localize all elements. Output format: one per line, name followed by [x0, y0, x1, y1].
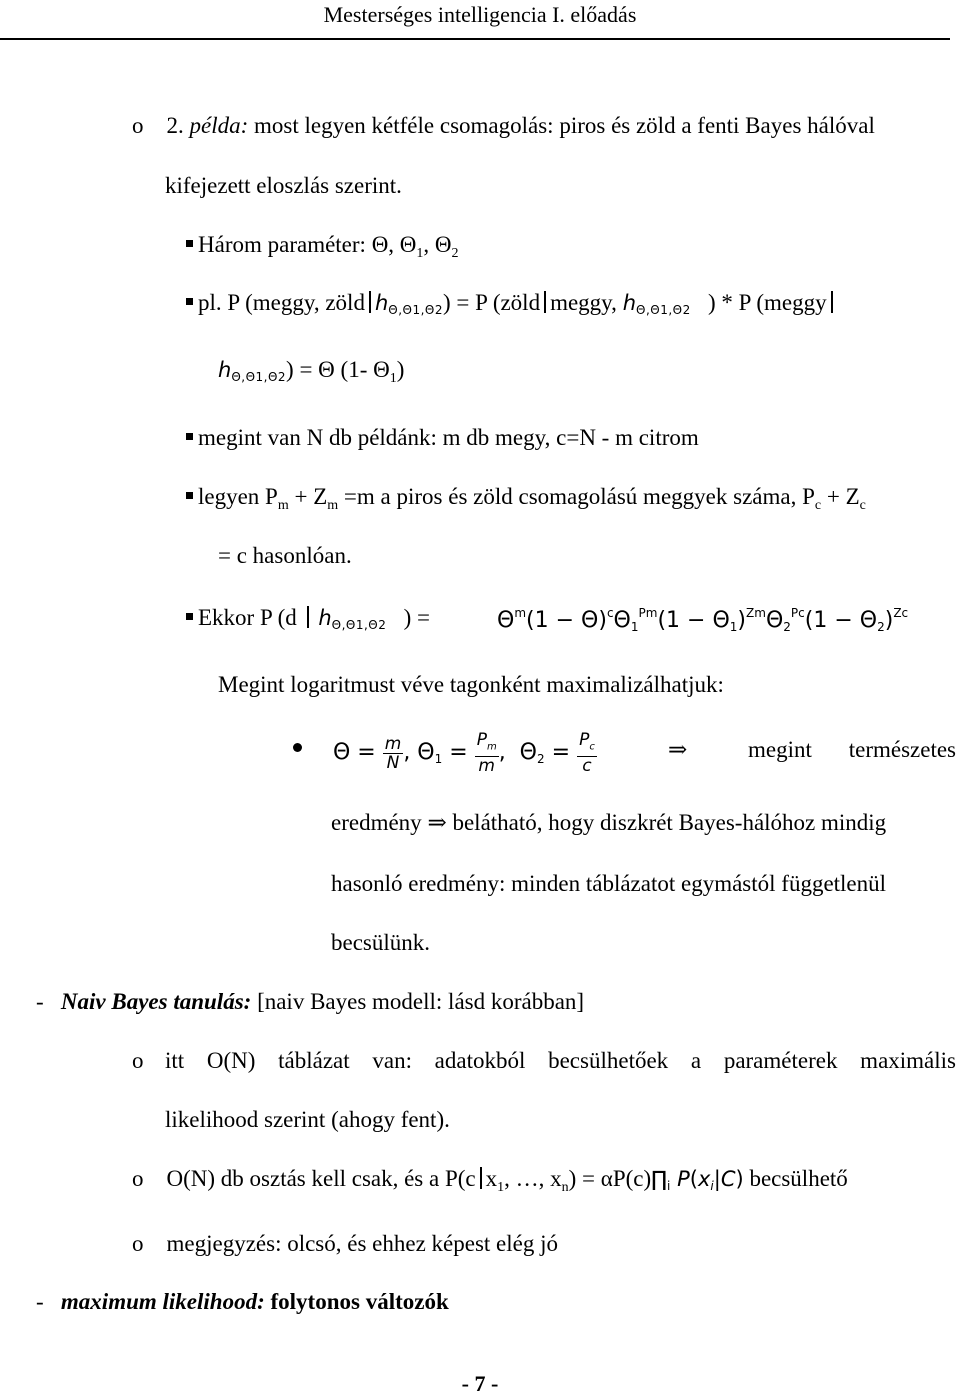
example-text: most legyen kétféle csomagolás: piros és zöld a fenti Bayes hálóval	[254, 113, 875, 138]
pl-text: pl. P (meggy, zöld	[198, 290, 365, 315]
item-text: becsülhető	[749, 1166, 848, 1191]
ekkor-text: Ekkor P (d	[198, 605, 297, 630]
result-text: eredmény	[331, 810, 422, 835]
item-text: x	[485, 1166, 498, 1191]
pl-text: ) = Θ (1- Θ	[286, 357, 390, 382]
section-text: [naiv Bayes modell: lásd korábban]	[251, 989, 585, 1014]
bullet-dot	[293, 743, 302, 752]
naiv-item2-line	[132, 1164, 848, 1203]
subscript: 1	[416, 246, 424, 261]
naiv-item1-line2: likelihood szerint (ahogy fent).	[165, 1107, 450, 1132]
pl-line-cont	[218, 355, 404, 394]
item-text: megjegyzés: olcsó, és ehhez képest elég jó	[166, 1231, 558, 1256]
result-line2	[331, 808, 886, 838]
conditional-bar	[831, 291, 833, 313]
square-bullet-icon	[186, 240, 193, 247]
subscript: 1	[389, 371, 397, 386]
example2-line2: kifejezett eloszlás szerint.	[165, 173, 402, 198]
result-after: megint természetes	[748, 737, 956, 762]
subscript: c	[859, 498, 866, 513]
square-bullet-icon	[186, 492, 193, 499]
megint-n-line	[186, 423, 699, 453]
subscript: 2	[451, 246, 459, 261]
legyen-text: =m a piros és zöld csomagolású meggyek száma, P	[338, 484, 815, 509]
square-bullet-icon	[186, 433, 193, 440]
section-label: maximum likelihood:	[60, 1289, 265, 1314]
hypothesis-symbol: hΘ,Θ1,Θ2	[318, 606, 387, 632]
square-bullet-icon	[186, 298, 193, 305]
legyen-line	[186, 482, 866, 521]
item-text: O(N) db osztás kell csak, és a P(c	[166, 1166, 476, 1191]
pl-text: )	[396, 357, 405, 382]
likelihood-formula: $\Theta^m(1 - \Theta)^c\Theta 1^{Pm}(1 - \Theta 1)^{Zm}\Theta 2^{Pc}(1 - \Theta 2)^{Zc}$	[497, 606, 909, 634]
legyen-text: + Z	[821, 484, 860, 509]
conditional-bar	[307, 606, 309, 628]
example-label: példa:	[189, 113, 249, 138]
params-text: Három paraméter: Θ, Θ	[198, 232, 417, 257]
implies-arrow: ⇒	[668, 737, 688, 762]
dash-marker: -	[36, 989, 44, 1014]
legyen-cont: = c hasonlóan.	[218, 543, 352, 568]
item-text: ) = αP(c)	[568, 1166, 652, 1191]
ekkor-line	[186, 603, 430, 640]
megint-n-text: megint van N db példánk: m db megy, c=N - m citrom	[198, 425, 699, 450]
result-text: belátható, hogy diszkrét Bayes-hálóhoz mindig	[452, 810, 887, 835]
conditional-bar	[369, 291, 371, 313]
subscript: 1	[497, 1180, 505, 1195]
naiv-item1-line1: o itt O(N) táblázat van: adatokból becsülhetőek a paraméterek maximális	[132, 1046, 956, 1076]
list-marker: o	[132, 1048, 144, 1073]
legyen-text: + Z	[288, 484, 328, 509]
subscript: m	[327, 498, 339, 513]
square-bullet-icon	[186, 613, 193, 620]
pl-text: ) * P (meggy	[707, 290, 827, 315]
log-line: Megint logaritmust véve tagonként maximalizálhatjuk:	[218, 672, 724, 697]
ml-estimate-formula: Θ = $\frac{m}{N}$ , Θ1 = $\frac{P_m}{m}$ , Θ2 = $\frac{P_c}{c}$	[333, 730, 595, 777]
list-marker: o	[132, 1166, 144, 1191]
conditional-bar	[480, 1167, 482, 1189]
item-text: , …, x	[504, 1166, 562, 1191]
conditional-bar	[544, 291, 546, 313]
hypothesis-symbol: hΘ,Θ1,Θ2	[218, 358, 287, 384]
hypothesis-symbol: hΘ,Θ1,Θ2	[622, 291, 691, 317]
section-text: folytonos változók	[264, 1289, 449, 1314]
result-line3: hasonló eredmény: minden táblázatot egymástól függetlenül	[331, 871, 887, 896]
subscript: m	[277, 498, 289, 513]
dash-marker: -	[36, 1289, 44, 1314]
subscript: n	[561, 1180, 569, 1195]
page-number: - 7 -	[461, 1371, 499, 1396]
hypothesis-symbol: hΘ,Θ1,Θ2	[374, 291, 443, 317]
list-marker: o	[132, 113, 144, 138]
pl-text: meggy,	[550, 290, 617, 315]
page-header: Mesterséges intelligencia I. előadás	[323, 2, 637, 27]
implies-icon: ⇒	[427, 810, 447, 835]
naiv-bayes-line	[36, 987, 584, 1017]
example-number: 2.	[166, 113, 184, 138]
section-label: Naiv Bayes tanulás:	[60, 989, 252, 1014]
list-marker: o	[132, 1231, 144, 1256]
example2-line1	[132, 111, 875, 141]
result-line4: becsülünk.	[331, 930, 431, 955]
subscript: c	[814, 498, 822, 513]
header-rule	[0, 38, 950, 40]
pl-text: ) = P (zöld	[443, 290, 541, 315]
product-formula: ∏i P(xi|C)	[651, 1167, 744, 1193]
naiv-item3-line	[132, 1229, 558, 1259]
pl-line	[186, 288, 837, 325]
params-text: , Θ	[423, 232, 452, 257]
legyen-text: legyen P	[198, 484, 278, 509]
max-likelihood-line	[36, 1287, 449, 1317]
params-line	[186, 230, 459, 269]
ekkor-text: ) =	[403, 605, 430, 630]
